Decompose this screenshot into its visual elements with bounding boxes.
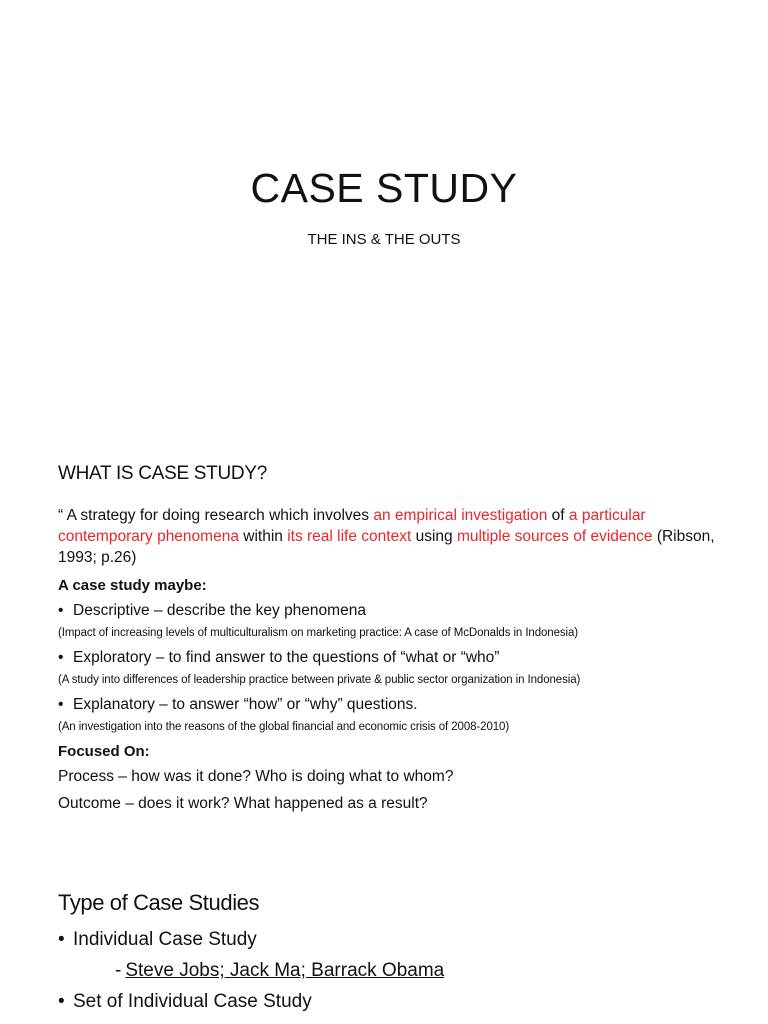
process-line: Process – how was it done? Who is doing what to whom? <box>58 768 454 785</box>
title-slide <box>0 0 768 430</box>
section-heading: Type of Case Studies <box>58 890 260 915</box>
sub-item-text: Steve Jobs; Jack Ma; Barrack Obama <box>125 960 445 981</box>
slide-subtitle: THE INS & THE OUTS <box>307 231 461 248</box>
dash-icon: - <box>115 960 122 981</box>
list-item <box>58 696 723 714</box>
example-note: (An investigation into the reasons of the global financial and economic crisis of 2008-2010) <box>58 721 510 733</box>
citation: (Ribson, 1993; p.26) <box>58 528 715 566</box>
quote-text: using <box>411 528 457 545</box>
slide-title: CASE STUDY <box>250 165 518 211</box>
list-item <box>58 929 718 951</box>
outcome-line: Outcome – does it work? What happened as a result? <box>58 795 428 812</box>
highlight-text: its real life context <box>287 528 412 545</box>
highlight-text: an empirical investigation <box>373 507 548 524</box>
list-item-text: Descriptive – describe the key phenomena <box>73 602 366 619</box>
list-item <box>58 602 723 620</box>
bullet-icon: • <box>58 649 64 666</box>
section-heading: WHAT IS CASE STUDY? <box>58 463 267 484</box>
bullet-icon: • <box>58 929 65 950</box>
focused-label: Focused On: <box>58 743 150 760</box>
bullet-icon: • <box>58 991 65 1012</box>
definition-body <box>58 505 723 822</box>
list-item-text: Exploratory – to find answer to the questions of “what or “who” <box>73 649 500 666</box>
sub-item <box>115 960 718 982</box>
bullet-icon: • <box>58 696 64 713</box>
example-note: (A study into differences of leadership practice between private & public sector organization in Indonesia) <box>58 674 581 686</box>
types-list <box>58 929 718 1022</box>
quote-text: “ A strategy for doing research which involves <box>58 507 374 524</box>
maybe-label: A case study maybe: <box>58 577 207 594</box>
quote-text: of <box>547 507 569 524</box>
quote-text: within <box>238 528 288 545</box>
highlight-text: multiple sources of evidence <box>456 528 653 545</box>
example-note: (Impact of increasing levels of multiculturalism on marketing practice: A case of McDonalds in Indonesia) <box>58 627 579 639</box>
bullet-icon: • <box>58 602 64 619</box>
list-item <box>58 649 723 667</box>
list-item-text: Explanatory – to answer “how” or “why” questions. <box>73 696 418 713</box>
list-item-text: Individual Case Study <box>73 929 257 950</box>
definition-quote <box>58 505 723 568</box>
highlight-text: a particular contemporary phenomena <box>58 507 646 545</box>
list-item <box>58 991 718 1013</box>
list-item-text: Set of Individual Case Study <box>73 991 312 1012</box>
